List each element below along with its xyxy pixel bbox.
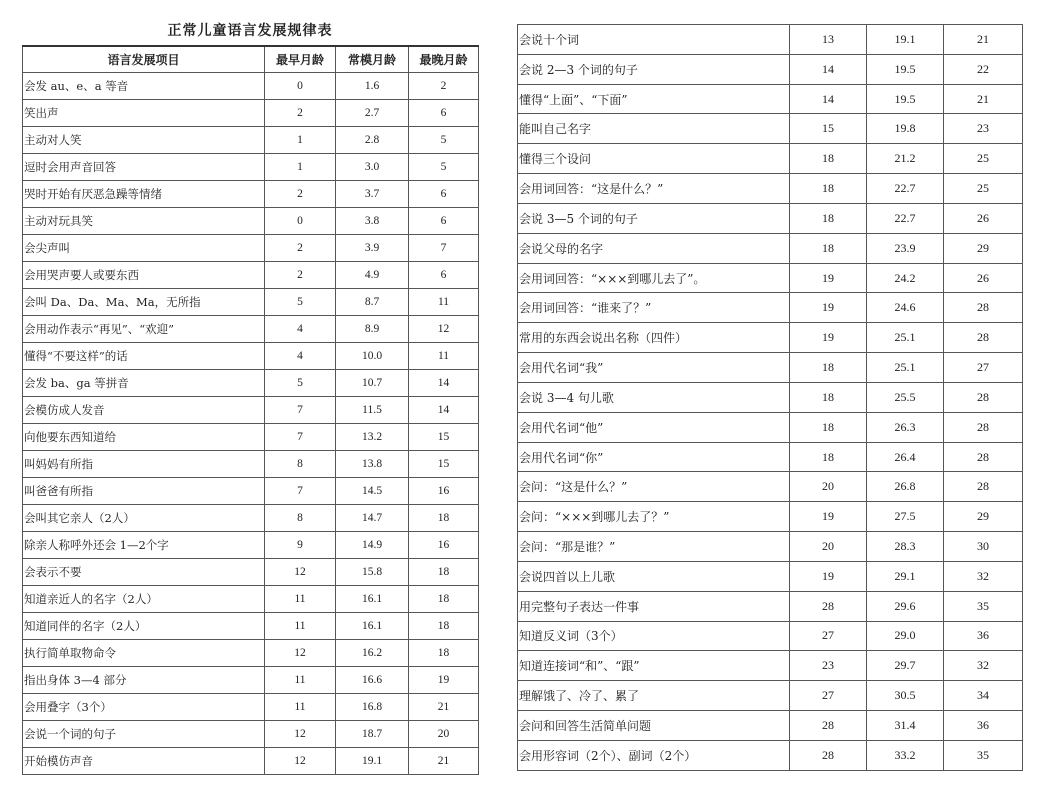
- cell-latest-month: 21: [409, 747, 479, 774]
- cell-earliest-month: 12: [265, 558, 336, 585]
- cell-latest-month: 19: [409, 666, 479, 693]
- table-row: [518, 203, 1023, 233]
- cell-norm-month: 8.9: [336, 315, 409, 342]
- cell-norm-month: 2.8: [336, 126, 409, 153]
- cell-latest-month: 28: [944, 412, 1023, 442]
- cell-earliest-month: 1: [265, 153, 336, 180]
- cell-latest-month: 11: [409, 288, 479, 315]
- cell-latest-month: 28: [944, 472, 1023, 502]
- cell-norm-month: 13.8: [336, 450, 409, 477]
- cell-latest-month: 2: [409, 72, 479, 99]
- cell-item: 理解饿了、冷了、累了: [518, 681, 790, 711]
- cell-latest-month: 5: [409, 126, 479, 153]
- cell-earliest-month: 2: [265, 180, 336, 207]
- table-row: [23, 639, 479, 666]
- cell-latest-month: 32: [944, 561, 1023, 591]
- table-row: [23, 315, 479, 342]
- table-row: [518, 532, 1023, 562]
- cell-item: 会用词回答：“这是什么？”: [518, 174, 790, 204]
- cell-item: 知道反义词（3个）: [518, 621, 790, 651]
- table-row: [23, 504, 479, 531]
- cell-item: 会说十个词: [518, 25, 790, 55]
- cell-earliest-month: 8: [265, 504, 336, 531]
- cell-norm-month: 19.5: [867, 54, 944, 84]
- cell-norm-month: 16.6: [336, 666, 409, 693]
- cell-earliest-month: 7: [265, 477, 336, 504]
- cell-item: 会用代名词“他”: [518, 412, 790, 442]
- cell-latest-month: 27: [944, 353, 1023, 383]
- cell-latest-month: 18: [409, 612, 479, 639]
- cell-latest-month: 11: [409, 342, 479, 369]
- cell-latest-month: 14: [409, 396, 479, 423]
- cell-norm-month: 19.5: [867, 84, 944, 114]
- cell-latest-month: 25: [944, 144, 1023, 174]
- cell-earliest-month: 4: [265, 315, 336, 342]
- cell-item: 会用词回答：“谁来了？”: [518, 293, 790, 323]
- cell-earliest-month: 28: [790, 740, 867, 770]
- cell-earliest-month: 9: [265, 531, 336, 558]
- cell-item: 笑出声: [23, 99, 265, 126]
- cell-earliest-month: 27: [790, 621, 867, 651]
- cell-item: 会说一个词的句子: [23, 720, 265, 747]
- cell-norm-month: 18.7: [336, 720, 409, 747]
- cell-norm-month: 19.1: [336, 747, 409, 774]
- cell-norm-month: 26.4: [867, 442, 944, 472]
- cell-item: 会用词回答：“×××到哪儿去了”。: [518, 263, 790, 293]
- cell-latest-month: 30: [944, 532, 1023, 562]
- header-row: [23, 46, 479, 72]
- cell-item: 会说父母的名字: [518, 233, 790, 263]
- cell-item: 叫妈妈有所指: [23, 450, 265, 477]
- cell-norm-month: 25.5: [867, 382, 944, 412]
- cell-earliest-month: 7: [265, 396, 336, 423]
- cell-earliest-month: 13: [790, 25, 867, 55]
- cell-norm-month: 25.1: [867, 323, 944, 353]
- cell-latest-month: 21: [409, 693, 479, 720]
- cell-earliest-month: 28: [790, 711, 867, 741]
- cell-latest-month: 36: [944, 711, 1023, 741]
- cell-item: 会说四首以上儿歌: [518, 561, 790, 591]
- cell-norm-month: 24.6: [867, 293, 944, 323]
- header-item: 语言发展项目: [23, 46, 265, 72]
- cell-item: 会说 2—3 个词的句子: [518, 54, 790, 84]
- cell-earliest-month: 14: [790, 84, 867, 114]
- cell-item: 会用动作表示“再见”、“欢迎”: [23, 315, 265, 342]
- cell-norm-month: 4.9: [336, 261, 409, 288]
- cell-latest-month: 21: [944, 25, 1023, 55]
- table-row: [518, 54, 1023, 84]
- cell-earliest-month: 20: [790, 472, 867, 502]
- cell-item: 会问：“那是谁？”: [518, 532, 790, 562]
- cell-earliest-month: 18: [790, 144, 867, 174]
- cell-latest-month: 18: [409, 639, 479, 666]
- cell-latest-month: 34: [944, 681, 1023, 711]
- table-row: [518, 561, 1023, 591]
- cell-item: 会说 3—4 句儿歌: [518, 382, 790, 412]
- cell-norm-month: 31.4: [867, 711, 944, 741]
- cell-norm-month: 19.8: [867, 114, 944, 144]
- cell-earliest-month: 28: [790, 591, 867, 621]
- cell-earliest-month: 4: [265, 342, 336, 369]
- header-norm: 常模月龄: [336, 46, 409, 72]
- cell-earliest-month: 0: [265, 207, 336, 234]
- cell-earliest-month: 11: [265, 612, 336, 639]
- cell-norm-month: 14.9: [336, 531, 409, 558]
- table-row: [23, 99, 479, 126]
- cell-earliest-month: 19: [790, 263, 867, 293]
- language-table-left: [22, 45, 479, 775]
- cell-earliest-month: 1: [265, 126, 336, 153]
- cell-norm-month: 1.6: [336, 72, 409, 99]
- table-row: [518, 740, 1023, 770]
- cell-latest-month: 35: [944, 740, 1023, 770]
- cell-item: 常用的东西会说出名称（四件）: [518, 323, 790, 353]
- cell-latest-month: 29: [944, 502, 1023, 532]
- table-row: [23, 180, 479, 207]
- cell-latest-month: 28: [944, 442, 1023, 472]
- table-row: [518, 591, 1023, 621]
- table-row: [518, 711, 1023, 741]
- cell-earliest-month: 5: [265, 288, 336, 315]
- table-row: [518, 114, 1023, 144]
- header-latest: 最晚月龄: [409, 46, 479, 72]
- cell-latest-month: 16: [409, 477, 479, 504]
- cell-earliest-month: 2: [265, 261, 336, 288]
- cell-item: 会模仿成人发音: [23, 396, 265, 423]
- cell-latest-month: 7: [409, 234, 479, 261]
- table-row: [518, 502, 1023, 532]
- cell-item: 会发 au、e、a 等音: [23, 72, 265, 99]
- cell-latest-month: 6: [409, 99, 479, 126]
- cell-latest-month: 18: [409, 504, 479, 531]
- cell-earliest-month: 18: [790, 382, 867, 412]
- cell-earliest-month: 8: [265, 450, 336, 477]
- cell-norm-month: 3.7: [336, 180, 409, 207]
- cell-item: 会说 3—5 个词的句子: [518, 203, 790, 233]
- cell-norm-month: 3.8: [336, 207, 409, 234]
- cell-item: 会叫其它亲人（2人）: [23, 504, 265, 531]
- language-table-right: [517, 24, 1023, 771]
- cell-norm-month: 16.2: [336, 639, 409, 666]
- cell-norm-month: 29.0: [867, 621, 944, 651]
- cell-norm-month: 21.2: [867, 144, 944, 174]
- table-row: [23, 369, 479, 396]
- table-row: [23, 207, 479, 234]
- cell-earliest-month: 11: [265, 666, 336, 693]
- cell-norm-month: 2.7: [336, 99, 409, 126]
- cell-latest-month: 25: [944, 174, 1023, 204]
- cell-latest-month: 15: [409, 423, 479, 450]
- table-row: [23, 612, 479, 639]
- cell-latest-month: 16: [409, 531, 479, 558]
- cell-latest-month: 6: [409, 261, 479, 288]
- cell-earliest-month: 0: [265, 72, 336, 99]
- page-title: 正常儿童语言发展规律表: [167, 23, 333, 39]
- cell-norm-month: 16.8: [336, 693, 409, 720]
- cell-latest-month: 21: [944, 84, 1023, 114]
- cell-norm-month: 10.7: [336, 369, 409, 396]
- cell-latest-month: 28: [944, 382, 1023, 412]
- cell-norm-month: 29.7: [867, 651, 944, 681]
- cell-norm-month: 13.2: [336, 423, 409, 450]
- cell-earliest-month: 23: [790, 651, 867, 681]
- cell-earliest-month: 18: [790, 353, 867, 383]
- cell-item: 会问和回答生活简单问题: [518, 711, 790, 741]
- table-row: [518, 144, 1023, 174]
- cell-item: 除亲人称呼外还会 1—2个字: [23, 531, 265, 558]
- cell-item: 知道连接词“和”、“跟”: [518, 651, 790, 681]
- table-row: [23, 450, 479, 477]
- table-row: [23, 423, 479, 450]
- cell-earliest-month: 2: [265, 99, 336, 126]
- cell-item: 主动对玩具笑: [23, 207, 265, 234]
- table-row: [518, 263, 1023, 293]
- cell-norm-month: 8.7: [336, 288, 409, 315]
- cell-item: 会发 ba、ga 等拼音: [23, 369, 265, 396]
- cell-norm-month: 27.5: [867, 502, 944, 532]
- cell-earliest-month: 12: [265, 747, 336, 774]
- cell-latest-month: 20: [409, 720, 479, 747]
- cell-earliest-month: 19: [790, 293, 867, 323]
- table-row: [23, 693, 479, 720]
- cell-item: 知道同伴的名字（2人）: [23, 612, 265, 639]
- cell-earliest-month: 7: [265, 423, 336, 450]
- cell-latest-month: 12: [409, 315, 479, 342]
- table-row: [518, 412, 1023, 442]
- table-row: [23, 72, 479, 99]
- cell-norm-month: 15.8: [336, 558, 409, 585]
- table-row: [518, 681, 1023, 711]
- cell-norm-month: 11.5: [336, 396, 409, 423]
- cell-item: 懂得“上面”、“下面”: [518, 84, 790, 114]
- cell-earliest-month: 19: [790, 323, 867, 353]
- cell-earliest-month: 19: [790, 502, 867, 532]
- cell-norm-month: 26.8: [867, 472, 944, 502]
- cell-latest-month: 15: [409, 450, 479, 477]
- table-row: [23, 126, 479, 153]
- cell-norm-month: 10.0: [336, 342, 409, 369]
- cell-earliest-month: 19: [790, 561, 867, 591]
- table-row: [518, 651, 1023, 681]
- table-row: [23, 234, 479, 261]
- cell-earliest-month: 18: [790, 174, 867, 204]
- cell-earliest-month: 11: [265, 585, 336, 612]
- header-earliest: 最早月龄: [265, 46, 336, 72]
- cell-latest-month: 14: [409, 369, 479, 396]
- table-row: [23, 477, 479, 504]
- cell-item: 懂得“不要这样”的话: [23, 342, 265, 369]
- cell-item: 知道亲近人的名字（2人）: [23, 585, 265, 612]
- cell-item: 执行简单取物命令: [23, 639, 265, 666]
- cell-norm-month: 14.7: [336, 504, 409, 531]
- table-row: [23, 288, 479, 315]
- cell-earliest-month: 18: [790, 203, 867, 233]
- cell-item: 叫爸爸有所指: [23, 477, 265, 504]
- table-row: [23, 261, 479, 288]
- table-row: [518, 442, 1023, 472]
- table-row: [23, 747, 479, 774]
- table-row: [23, 720, 479, 747]
- cell-item: 主动对人笑: [23, 126, 265, 153]
- cell-latest-month: 28: [944, 323, 1023, 353]
- cell-norm-month: 25.1: [867, 353, 944, 383]
- cell-item: 会用叠字（3个）: [23, 693, 265, 720]
- cell-latest-month: 18: [409, 558, 479, 585]
- table-row: [518, 233, 1023, 263]
- cell-norm-month: 19.1: [867, 25, 944, 55]
- cell-item: 会用哭声要人或要东西: [23, 261, 265, 288]
- table-row: [518, 472, 1023, 502]
- cell-latest-month: 26: [944, 263, 1023, 293]
- cell-latest-month: 5: [409, 153, 479, 180]
- cell-item: 指出身体 3—4 部分: [23, 666, 265, 693]
- cell-item: 向他要东西知道给: [23, 423, 265, 450]
- table-row: [518, 84, 1023, 114]
- cell-norm-month: 30.5: [867, 681, 944, 711]
- table-row: [518, 293, 1023, 323]
- cell-item: 能叫自己名字: [518, 114, 790, 144]
- cell-norm-month: 14.5: [336, 477, 409, 504]
- cell-item: 会问：“×××到哪儿去了？”: [518, 502, 790, 532]
- cell-norm-month: 29.1: [867, 561, 944, 591]
- cell-norm-month: 22.7: [867, 203, 944, 233]
- cell-item: 开始模仿声音: [23, 747, 265, 774]
- cell-earliest-month: 5: [265, 369, 336, 396]
- cell-latest-month: 18: [409, 585, 479, 612]
- table-row: [23, 342, 479, 369]
- table-row: [518, 25, 1023, 55]
- table-row: [518, 382, 1023, 412]
- cell-latest-month: 26: [944, 203, 1023, 233]
- table-row: [23, 153, 479, 180]
- cell-item: 会用代名词“你”: [518, 442, 790, 472]
- cell-item: 会用形容词（2个）、副词（2个）: [518, 740, 790, 770]
- cell-item: 会尖声叫: [23, 234, 265, 261]
- cell-earliest-month: 2: [265, 234, 336, 261]
- cell-item: 哭时开始有厌恶急躁等情绪: [23, 180, 265, 207]
- cell-latest-month: 22: [944, 54, 1023, 84]
- cell-item: 逗时会用声音回答: [23, 153, 265, 180]
- cell-item: 会表示不要: [23, 558, 265, 585]
- cell-norm-month: 16.1: [336, 585, 409, 612]
- cell-latest-month: 35: [944, 591, 1023, 621]
- cell-earliest-month: 14: [790, 54, 867, 84]
- cell-latest-month: 6: [409, 180, 479, 207]
- cell-norm-month: 22.7: [867, 174, 944, 204]
- cell-earliest-month: 12: [265, 639, 336, 666]
- cell-norm-month: 33.2: [867, 740, 944, 770]
- cell-latest-month: 36: [944, 621, 1023, 651]
- cell-item: 会叫 Da、Da、Ma、Ma，无所指: [23, 288, 265, 315]
- table-row: [518, 174, 1023, 204]
- cell-earliest-month: 12: [265, 720, 336, 747]
- cell-norm-month: 23.9: [867, 233, 944, 263]
- cell-item: 懂得三个设问: [518, 144, 790, 174]
- table-row: [23, 558, 479, 585]
- cell-earliest-month: 15: [790, 114, 867, 144]
- cell-norm-month: 24.2: [867, 263, 944, 293]
- cell-latest-month: 32: [944, 651, 1023, 681]
- cell-item: 会问：“这是什么？”: [518, 472, 790, 502]
- cell-earliest-month: 18: [790, 442, 867, 472]
- cell-latest-month: 28: [944, 293, 1023, 323]
- table-row: [518, 323, 1023, 353]
- table-row: [518, 621, 1023, 651]
- cell-earliest-month: 18: [790, 412, 867, 442]
- cell-norm-month: 3.9: [336, 234, 409, 261]
- table-row: [23, 396, 479, 423]
- cell-latest-month: 6: [409, 207, 479, 234]
- cell-norm-month: 26.3: [867, 412, 944, 442]
- cell-item: 用完整句子表达一件事: [518, 591, 790, 621]
- cell-norm-month: 3.0: [336, 153, 409, 180]
- table-row: [23, 531, 479, 558]
- table-row: [23, 666, 479, 693]
- cell-earliest-month: 18: [790, 233, 867, 263]
- cell-latest-month: 29: [944, 233, 1023, 263]
- cell-item: 会用代名词“我”: [518, 353, 790, 383]
- cell-norm-month: 16.1: [336, 612, 409, 639]
- cell-norm-month: 28.3: [867, 532, 944, 562]
- cell-earliest-month: 20: [790, 532, 867, 562]
- table-row: [518, 353, 1023, 383]
- cell-earliest-month: 27: [790, 681, 867, 711]
- cell-earliest-month: 11: [265, 693, 336, 720]
- cell-norm-month: 29.6: [867, 591, 944, 621]
- table-row: [23, 585, 479, 612]
- cell-latest-month: 23: [944, 114, 1023, 144]
